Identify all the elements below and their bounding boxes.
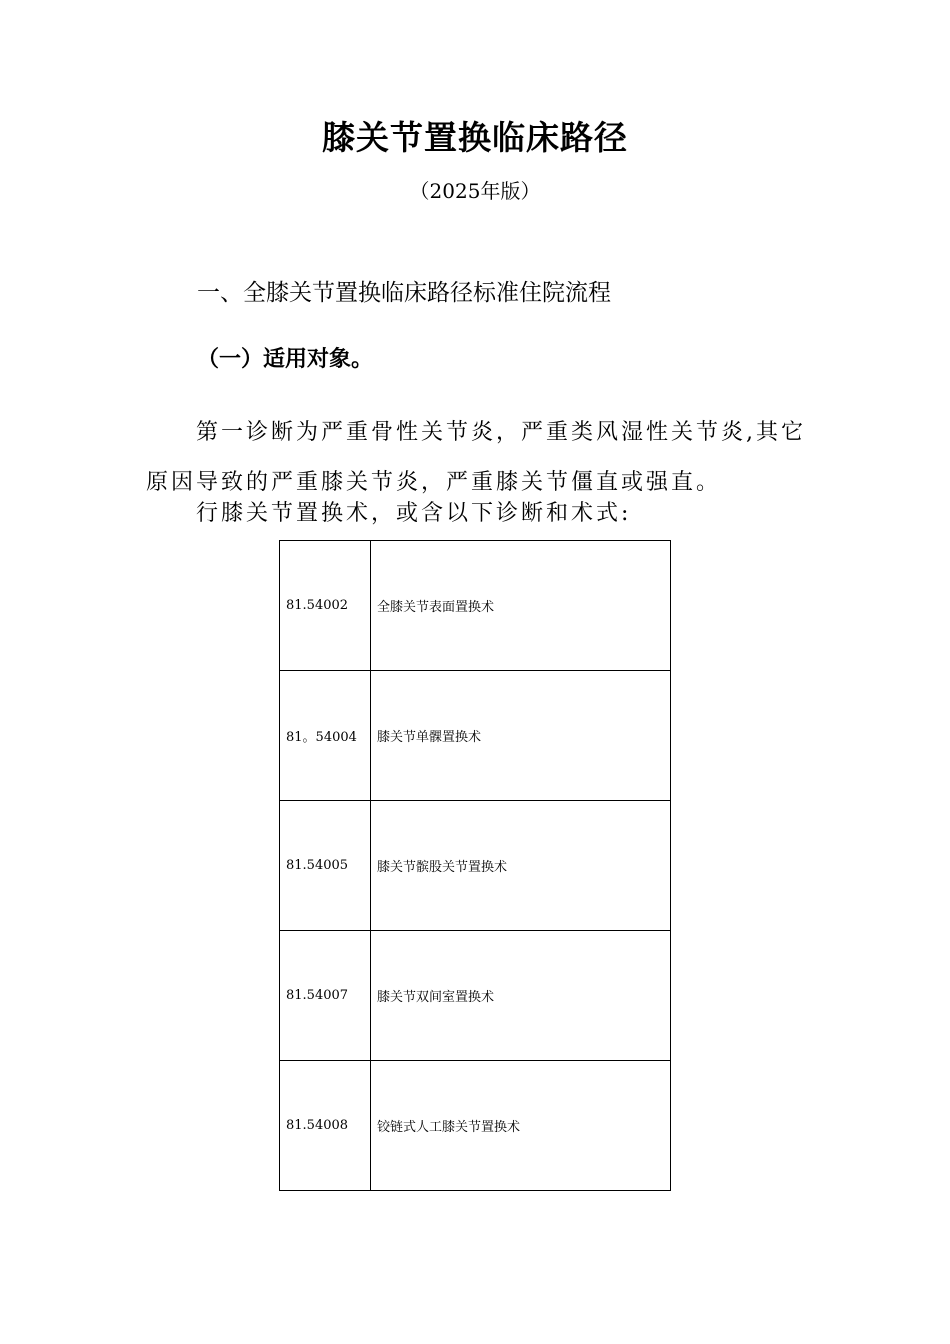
- procedure-name-cell: 全膝关节表面置换术: [371, 541, 671, 671]
- table-row: [280, 671, 671, 801]
- table-row: [280, 1061, 671, 1191]
- table-row: [280, 931, 671, 1061]
- procedure-name-cell: 膝关节髌股关节置换术: [371, 801, 671, 931]
- document-title: 膝关节置换临床路径: [322, 118, 628, 157]
- procedure-code-cell: 81.54005: [280, 801, 371, 931]
- procedure-code-cell: 81。54004: [280, 671, 371, 801]
- procedure-name-cell: 铰链式人工膝关节置换术: [371, 1061, 671, 1191]
- edition-label: （2025年版）: [409, 179, 541, 203]
- procedure-name-cell: 膝关节单髁置换术: [371, 671, 671, 801]
- table-row: [280, 541, 671, 671]
- table-row: [280, 801, 671, 931]
- procedure-name-cell: 膝关节双间室置换术: [371, 931, 671, 1061]
- procedures-table: [279, 540, 671, 1191]
- body-paragraph: 行膝关节置换术，或含以下诊断和术式:: [196, 501, 632, 526]
- procedure-code-cell: 81.54002: [280, 541, 371, 671]
- procedure-code-cell: 81.54007: [280, 931, 371, 1061]
- section-heading: 一、全膝关节置换临床路径标准住院流程: [197, 280, 611, 306]
- body-paragraph: 第一诊断为严重骨性关节炎，严重类风湿性关节炎,其它原因导致的严重膝关节炎，严重膝关节僵直或强直。: [146, 420, 806, 495]
- sub-heading: （一）适用对象。: [197, 347, 374, 372]
- procedure-code-cell: 81.54008: [280, 1061, 371, 1191]
